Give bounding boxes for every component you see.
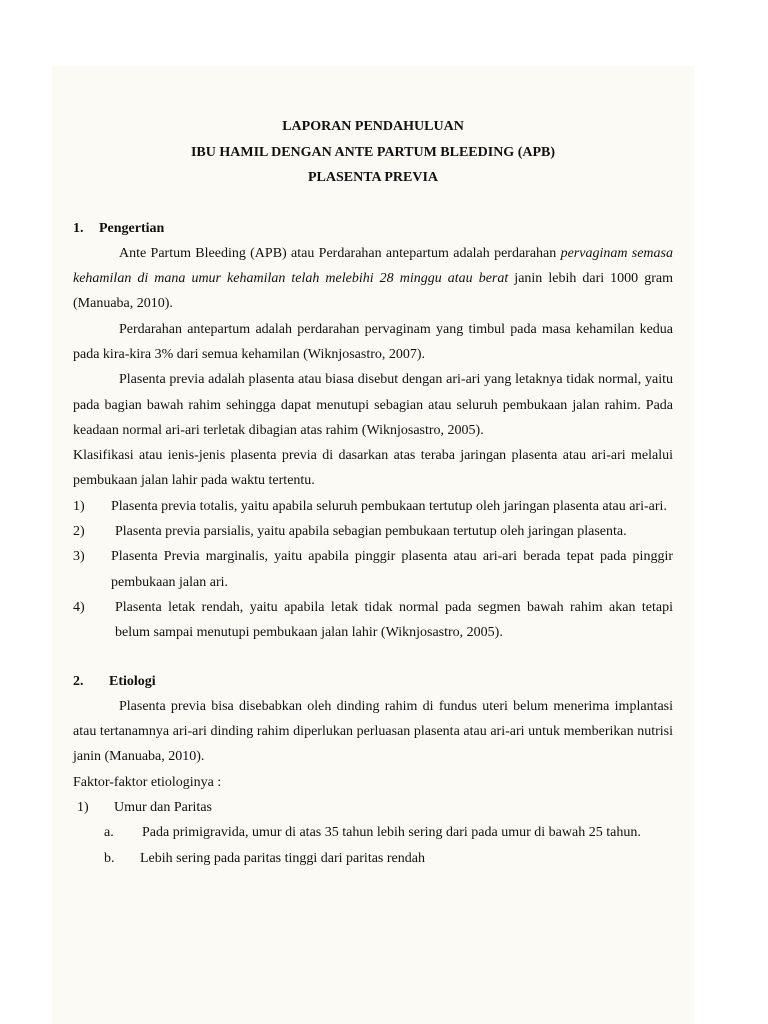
title-line-2: IBU HAMIL DENGAN ANTE PARTUM BLEEDING (APB): [190, 144, 556, 160]
paragraph-klasifikasi: Klasifikasi atau ienis-jenis plasenta previa di dasarkan atas teraba jaringan plasenta atau ari-ari melalui pembukaan jalan lahir pada waktu tertentu.: [73, 448, 673, 489]
list-item: [73, 595, 673, 646]
paragraph-plasenta-previa: Plasenta previa adalah plasenta atau biasa disebut dengan ari-ari yang letaknya tidak normal, yaitu pada bagian bawah rahim sehingga dapat menutupi sebagian atau seluruh pembukaan jalan rahim. Pada keadaan normal ari-ari terletak dibagian atas rahim (Wiknjosastro, 2005).: [73, 372, 673, 438]
paragraph-definition-apb: Ante Partum Bleeding (APB) atau Perdarahan antepartum adalah perdarahan pervaginam semasa kehamilan di mana umur kehamilan telah melebihi 28 minggu atau berat janin lebih dari 1000 gram (Manuaba, 2010).: [73, 245, 673, 312]
document-content: [73, 114, 673, 871]
sub-list-item: [73, 846, 673, 871]
list-item: [73, 494, 673, 519]
paragraph-etiologi: Plasenta previa bisa disebabkan oleh dinding rahim di fundus uteri belum menerima implantasi atau tertanamnya ari-ari dinding rahim diperlukan perluasan plasenta atau ari-ari untuk memberikan nutrisi janin (Manuaba, 2010).: [73, 698, 673, 765]
section-2-title: Etiologi: [109, 673, 156, 689]
paragraph-definition-2: Perdarahan antepartum adalah perdarahan pervaginam yang timbul pada masa kehamilan kedua pada kira-kira 3% dari semua kehamilan (Wiknjosastro, 2007).: [73, 321, 673, 362]
list-number: 2): [73, 524, 85, 540]
list-text: Umur dan Paritas: [114, 800, 212, 816]
list-item: [73, 544, 673, 595]
sub-list-letter: b.: [104, 850, 115, 866]
list-text: Plasenta letak rendah, yaitu apabila letak tidak normal pada segmen bawah rahim akan tetapi belum sampai menutupi pembukaan jalan lahir (Wiknjosastro, 2005).: [115, 599, 673, 641]
list-text: Plasenta previa parsialis, yaitu apabila sebagian pembukaan tertutup oleh jaringan plasenta.: [115, 524, 627, 540]
document-page: [52, 66, 694, 1024]
sub-list-text: Lebih sering pada paritas tinggi dari paritas rendah: [140, 850, 425, 866]
list-item: [73, 519, 673, 544]
list-number: 1): [73, 498, 85, 514]
italic-phrase: pervaginam semasa kehamilan di mana umur kehamilan telah melebihi 28 minggu atau berat: [73, 245, 673, 287]
section-2-number: 2.: [73, 673, 84, 689]
list-item: [73, 795, 673, 820]
list-number: 1): [77, 800, 89, 816]
title-line-1: LAPORAN PENDAHULUAN: [282, 119, 464, 134]
section-2-heading: [73, 669, 673, 694]
sub-list-letter: a.: [104, 825, 114, 841]
sub-list-item: [73, 820, 673, 845]
list-text: Plasenta previa totalis, yaitu apabila seluruh pembukaan tertutup oleh jaringan plasenta atau ari-ari.: [111, 498, 667, 514]
section-1-title: Pengertian: [99, 220, 165, 236]
paragraph-faktor: Faktor-faktor etiologinya :: [73, 774, 222, 790]
sub-list-text: Pada primigravida, umur di atas 35 tahun lebih sering dari pada umur di bawah 25 tahun.: [142, 825, 641, 841]
list-number: 3): [73, 549, 85, 565]
section-1-heading: [73, 216, 673, 241]
list-text: Plasenta Previa marginalis, yaitu apabila pinggir plasenta atau ari-ari berada tepat pada pinggir pembukaan jalan ari.: [111, 549, 673, 590]
title-line-3: PLASENTA PREVIA: [307, 170, 439, 185]
section-1-number: 1.: [73, 220, 84, 236]
list-number: 4): [73, 599, 85, 615]
